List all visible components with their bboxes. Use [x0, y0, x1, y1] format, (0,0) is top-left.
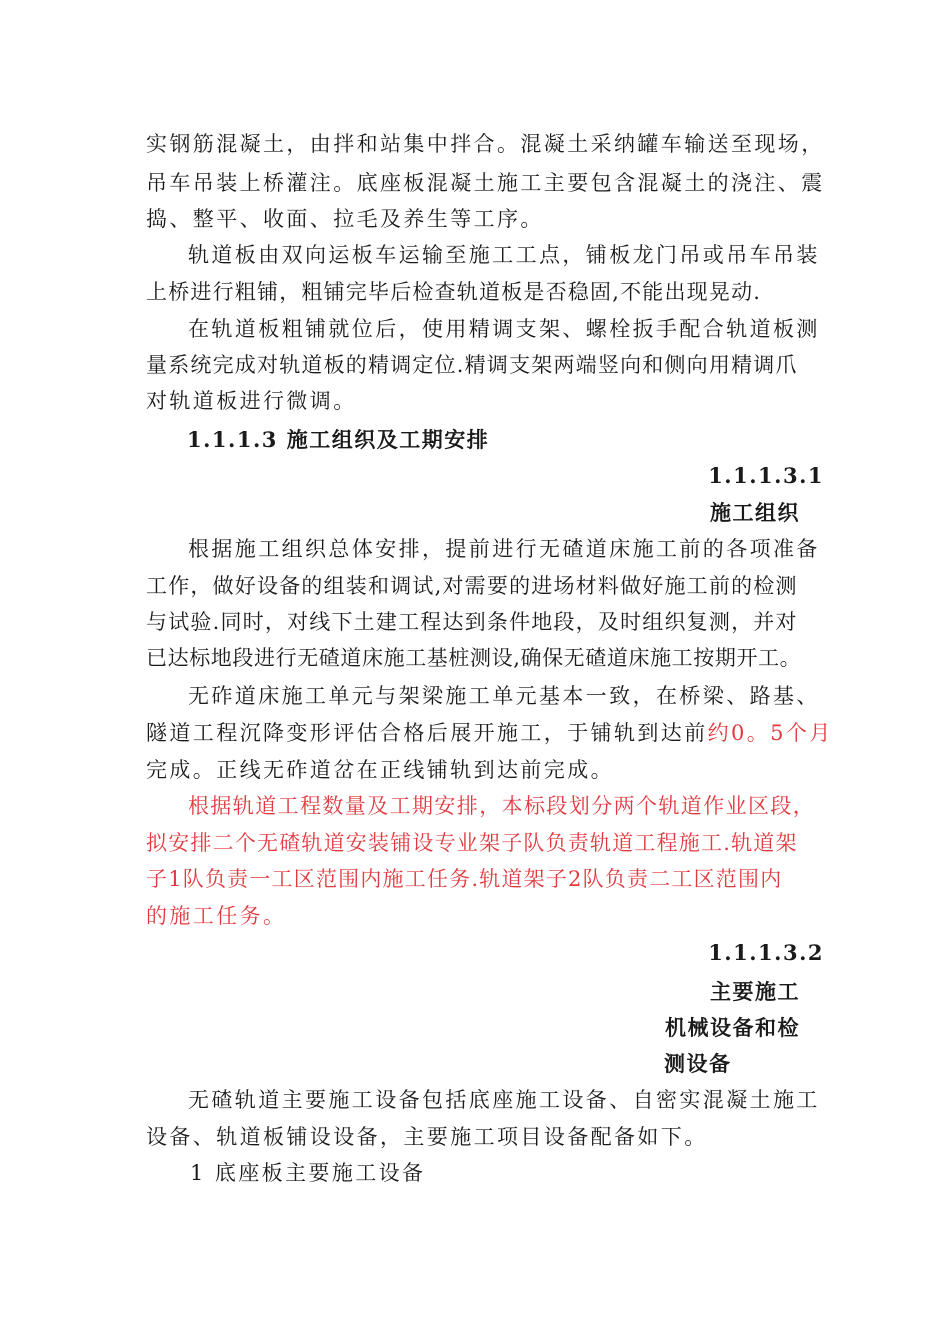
para5-line3: 完成。正线无砟道岔在正线铺轨到达前完成。 — [146, 758, 614, 782]
para5-line2 — [146, 723, 833, 744]
para4-line2: 工作，做好设备的组装和调试,对需要的进场材料做好施工前的检测 — [146, 574, 798, 598]
section-heading-1113: 1.1.1.3 施工组织及工期安排 — [187, 427, 490, 452]
para4-line3: 与试验.同时，对线下土建工程达到条件地段，及时组织复测，并对 — [146, 610, 798, 634]
para6-line1: 根据轨道工程数量及工期安排，本标段划分两个轨道作业区段， — [188, 794, 816, 818]
para5-highlight: 约0。5个月 — [707, 721, 833, 745]
section-number-11131: 1.1.1.3.1 — [708, 463, 824, 488]
para2-line1: 轨道板由双向运板车运输至施工工点，铺板龙门吊或吊车吊装 — [188, 243, 820, 267]
section-title-11132-line3: 测设备 — [664, 1051, 732, 1076]
section-title-11132-line2: 机械设备和检 — [665, 1015, 800, 1040]
para5-line1: 无砟道床施工单元与架梁施工单元基本一致，在桥梁、路基、 — [188, 684, 820, 708]
section-title-11131: 施工组织 — [710, 500, 800, 525]
para7-line1: 无碴轨道主要施工设备包括底座施工设备、自密实混凝土施工 — [188, 1088, 820, 1112]
para4-line1: 根据施工组织总体安排，提前进行无碴道床施工前的各项准备 — [188, 537, 820, 561]
para3-line2: 量系统完成对轨道板的精调定位.精调支架两端竖向和侧向用精调爪 — [146, 353, 798, 377]
para3-line3: 对轨道板进行微调。 — [146, 389, 357, 413]
para1-line2: 吊车吊装上桥灌注。底座板混凝土施工主要包含混凝土的浇注、震 — [146, 171, 825, 195]
para1-line1: 实钢筋混凝土，由拌和站集中拌合。混凝土采纳罐车输送至现场， — [146, 132, 825, 156]
para2-line2: 上桥进行粗铺，粗铺完毕后检查轨道板是否稳固,不能出现晃动. — [146, 280, 762, 304]
para7-line2: 设备、轨道板铺设设备，主要施工项目设备配备如下。 — [146, 1125, 708, 1149]
list-item-1: 1 底座板主要施工设备 — [190, 1161, 426, 1185]
para1-line3: 捣、整平、收面、拉毛及养生等工序。 — [146, 207, 544, 231]
para4-line4: 已达标地段进行无碴道床施工基桩测设,确保无碴道床施工按期开工。 — [146, 646, 802, 670]
para5-line2-text: 隧道工程沉降变形评估合格后展开施工，于铺轨到达前 — [146, 721, 708, 745]
para3-line1: 在轨道板粗铺就位后，使用精调支架、螺栓扳手配合轨道板测 — [188, 317, 820, 341]
para6-line4: 的施工任务。 — [146, 904, 287, 928]
para6-line2: 拟安排二个无碴轨道安装铺设专业架子队负责轨道工程施工.轨道架 — [146, 831, 798, 855]
section-number-11132: 1.1.1.3.2 — [708, 940, 824, 965]
section-title-11132-line1: 主要施工 — [710, 979, 800, 1004]
para6-line3: 子1队负责一工区范围内施工任务.轨道架子2队负责二工区范围内 — [146, 867, 783, 891]
